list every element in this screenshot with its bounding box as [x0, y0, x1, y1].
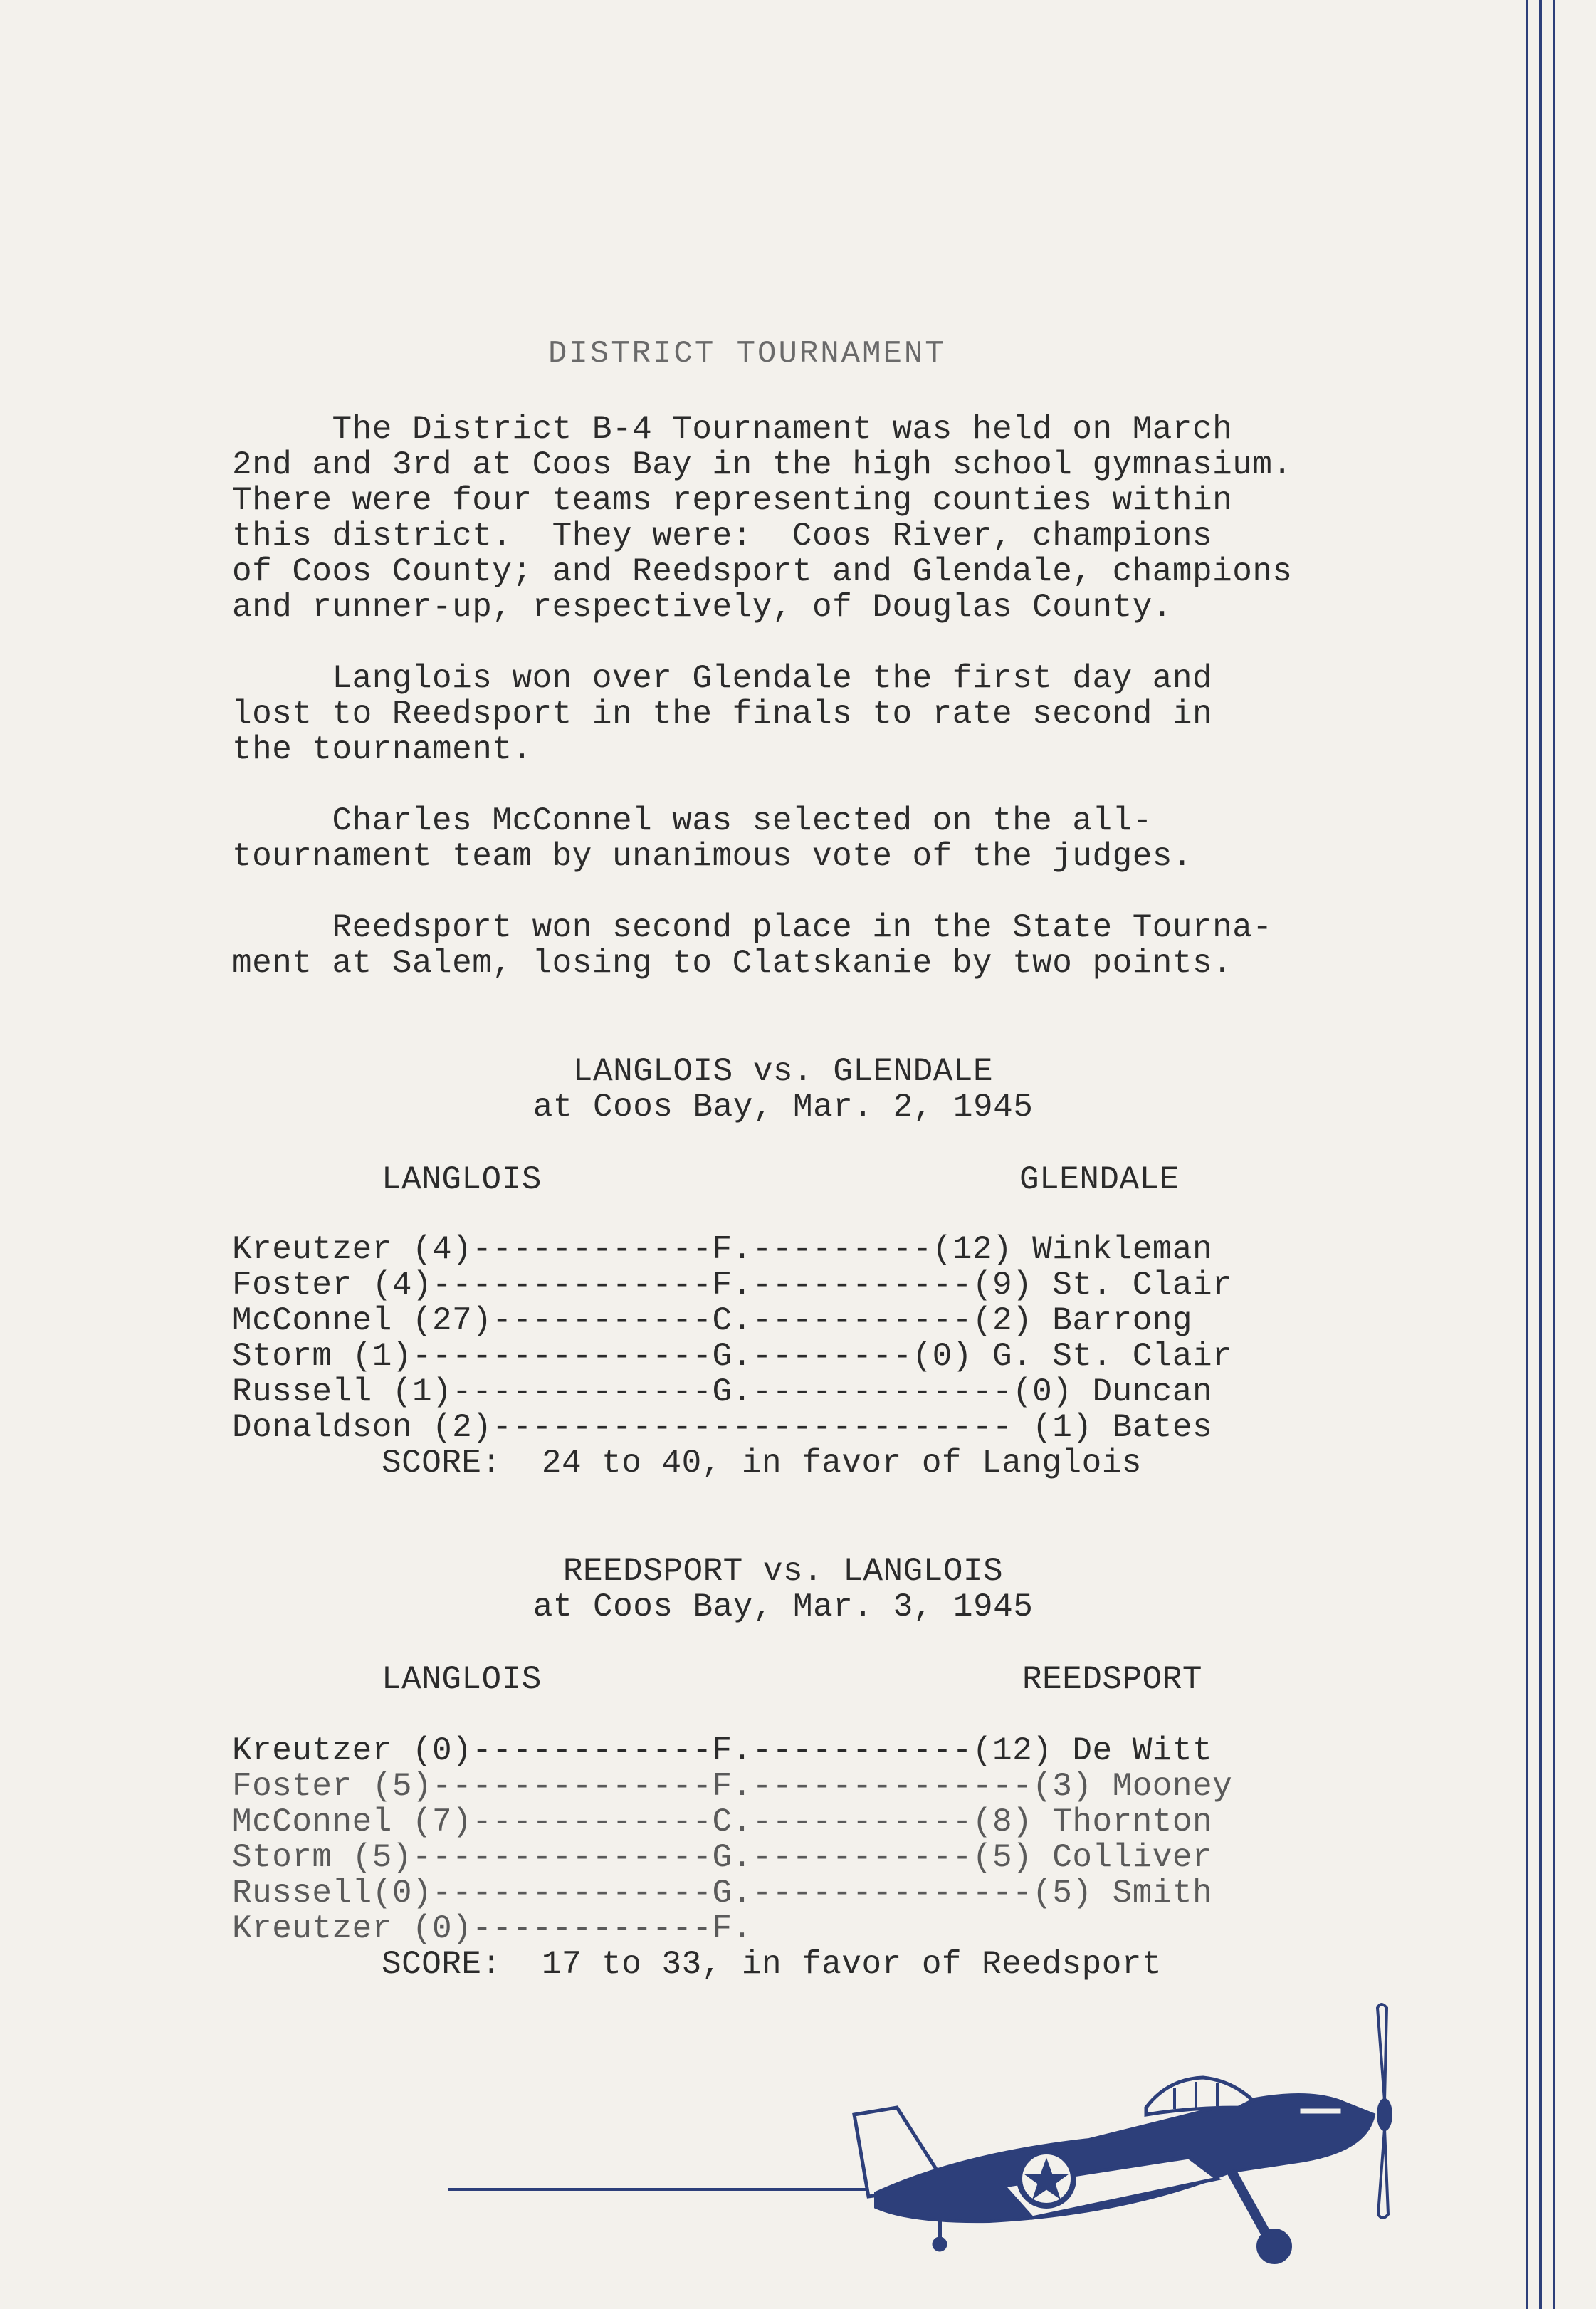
intro-p2-line3: the tournament.	[232, 731, 532, 768]
margin-rule-2	[1539, 0, 1542, 2309]
game2-left-team: LANGLOIS	[382, 1661, 542, 1698]
game1-row: Donaldson (2)-------------------------- (1) Bates	[232, 1409, 1213, 1446]
game2-row: Russell(0)--------------G.--------------(5) Smith	[232, 1875, 1213, 1912]
intro-p1-line4: this district. They were: Coos River, champions	[232, 518, 1213, 555]
intro-p4-line2: ment at Salem, losing to Clatskanie by two points.	[232, 945, 1233, 982]
intro-p1-line5: of Coos County; and Reedsport and Glendale, champions	[232, 553, 1293, 590]
margin-rule-1	[1526, 0, 1528, 2309]
intro-p1-line6: and runner-up, respectively, of Douglas County.	[232, 589, 1172, 626]
fighter-plane-illustration	[448, 2001, 1488, 2300]
game1-row: McConnel (27)-----------C.-----------(2) Barrong	[232, 1302, 1193, 1339]
intro-p1-line3: There were four teams representing counties within	[232, 482, 1233, 519]
game1-right-team: GLENDALE	[1019, 1161, 1180, 1198]
page-title: DISTRICT TOURNAMENT	[548, 336, 946, 372]
game1-score: SCORE: 24 to 40, in favor of Langlois	[382, 1445, 1142, 1482]
intro-p2-line1: Langlois won over Glendale the first day and	[232, 660, 1213, 697]
game2-row: Foster (5)--------------F.--------------(3) Mooney	[232, 1768, 1233, 1805]
game1-row: Kreutzer (4)------------F.---------(12) Winkleman	[232, 1231, 1213, 1268]
intro-p3-line1: Charles McConnel was selected on the all-	[232, 802, 1153, 839]
intro-p4-line1: Reedsport won second place in the State Tourna-	[232, 909, 1273, 946]
game1-left-team: LANGLOIS	[382, 1161, 542, 1198]
airplane-icon	[448, 2004, 1392, 2263]
game2-row: Kreutzer (0)------------F.-----------(12) De Witt	[232, 1732, 1213, 1769]
game2-row: Storm (5)---------------G.-----------(5) Colliver	[232, 1839, 1213, 1876]
intro-p1-line1: The District B-4 Tournament was held on March	[232, 411, 1233, 448]
game2-right-team: REEDSPORT	[1022, 1661, 1202, 1698]
game2-row: McConnel (7)------------C.-----------(8) Thornton	[232, 1803, 1213, 1841]
intro-p3-line2: tournament team by unanimous vote of the judges.	[232, 838, 1193, 875]
intro-p2-line2: lost to Reedsport in the finals to rate second in	[232, 696, 1213, 733]
game1-row: Storm (1)---------------G.--------(0) G. St. Clair	[232, 1338, 1233, 1375]
margin-rule-3	[1553, 0, 1555, 2309]
game2-subtitle: at Coos Bay, Mar. 3, 1945	[532, 1588, 1034, 1625]
game2-title: REEDSPORT vs. LANGLOIS	[562, 1553, 1004, 1590]
game2-score: SCORE: 17 to 33, in favor of Reedsport	[382, 1946, 1162, 1983]
game1-subtitle: at Coos Bay, Mar. 2, 1945	[532, 1089, 1034, 1126]
intro-p1-line2: 2nd and 3rd at Coos Bay in the high school gymnasium.	[232, 446, 1293, 483]
game2-row: Kreutzer (0)------------F.	[232, 1910, 752, 1947]
game1-row: Foster (4)--------------F.-----------(9) St. Clair	[232, 1267, 1233, 1304]
game1-title: LANGLOIS vs. GLENDALE	[572, 1053, 994, 1090]
game1-row: Russell (1)-------------G.-------------(0) Duncan	[232, 1373, 1213, 1410]
